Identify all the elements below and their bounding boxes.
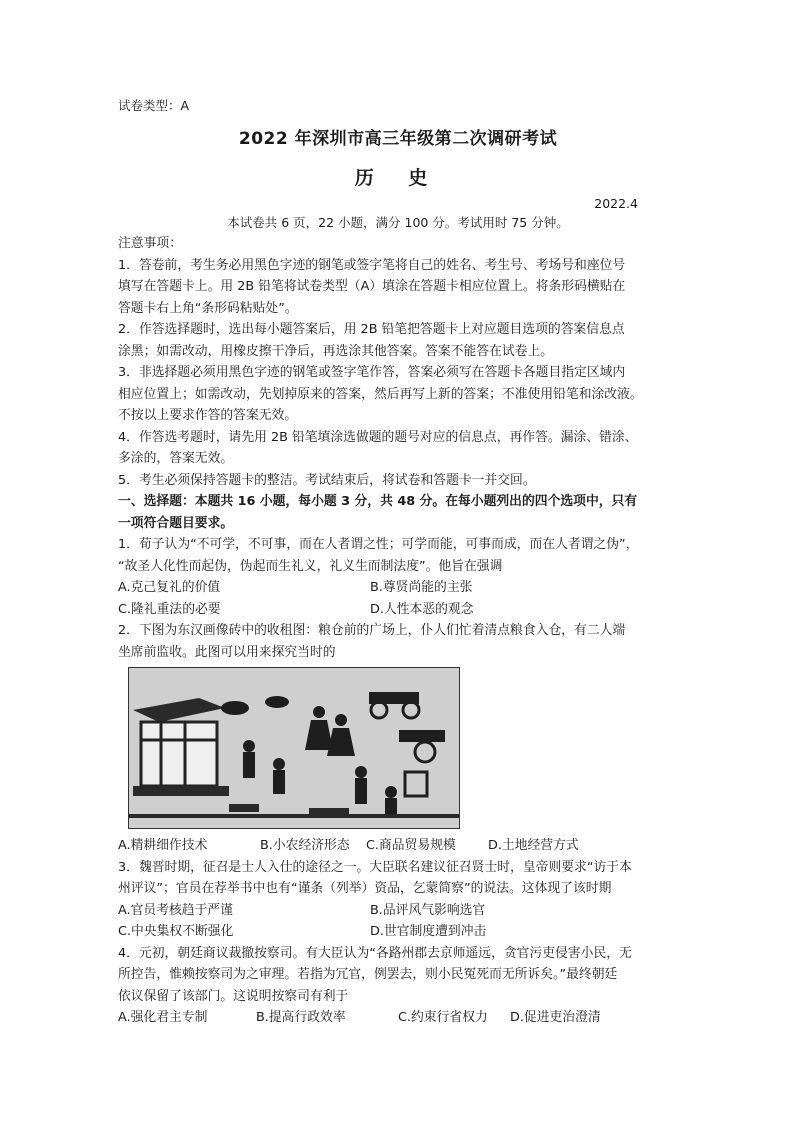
q2-option-c: C.商品贸易规模 — [366, 838, 456, 853]
q2-option-a: A.精耕细作技术 — [118, 838, 208, 853]
exam-title: 2022 年深圳市高三年级第二次调研考试 — [238, 129, 558, 149]
question-1-options-row-2 — [118, 599, 678, 621]
note-line: 多涂的，答案无效。 — [118, 451, 234, 466]
q1-option-b: B.尊贤尚能的主张 — [370, 580, 473, 595]
note-line: 1．答卷前，考生务必用黑色字迹的钢笔或签字笔将自己的姓名、考生号、考场号和座位号 — [118, 257, 626, 273]
question-3-stem: 州评议”；官员在荐举书中也有“谨条（列举）资品，乞蒙简察”的说法。这体现了该时期 — [118, 881, 612, 896]
q1-option-a: A.克己复礼的价值 — [118, 580, 221, 595]
question-4-stem: 所控告，惟赖按察司为之审理。若指为冗官，例罢去，则小民冤死而无所诉矣。”最终朝廷 — [118, 967, 618, 982]
question-4-options — [118, 1007, 678, 1029]
question-3-options-row-2 — [118, 921, 678, 943]
question-3-stem: 3．魏晋时期，征召是士人入仕的途径之一。大臣联名建议征召贤士时，皇帝则要求“访于本 — [118, 859, 632, 875]
q4-option-b: B.提高行政效率 — [256, 1010, 346, 1025]
q3-option-c: C.中央集权不断强化 — [118, 924, 234, 939]
section-heading-cont: 一项符合题目要求。 — [118, 515, 234, 531]
han-brick-rubbing-image — [128, 667, 460, 829]
exam-page — [118, 96, 678, 1029]
question-1-options-row-1 — [118, 577, 678, 599]
q4-option-c: C.约束行省权力 — [398, 1010, 488, 1025]
note-line: 3．非选择题必须用黑色字迹的钢笔或签字笔作答，答案必须写在答题卡各题目指定区域内 — [118, 365, 626, 380]
question-4-stem: 4．元初，朝廷商议裁撤按察司。有大臣认为“各路州郡去京师遥远，贪官污吏侵害小民，无 — [118, 945, 632, 961]
q4-option-d: D.促进吏治澄清 — [510, 1010, 601, 1025]
note-line: 答题卡右上角“条形码粘贴处”。 — [118, 300, 298, 316]
q2-option-b: B.小农经济形态 — [260, 838, 350, 853]
rubbing-illustration — [129, 668, 459, 828]
subject-title: 历 史 — [354, 167, 442, 189]
question-2-options — [118, 835, 678, 857]
question-4-stem: 依议保留了该部门。这说明按察司有利于 — [118, 988, 349, 1004]
q3-option-d: D.世官制度遭到冲击 — [370, 924, 487, 939]
section-heading: 一、选择题：本题共 16 小题，每小题 3 分，共 48 分。在每小题列出的四个选项中，只有 — [118, 494, 638, 509]
question-2-stem: 坐席前监收。此图可以用来探究当时的 — [118, 644, 336, 660]
question-2-stem: 2．下图为东汉画像砖中的收租图：粮仓前的广场上，仆人们忙着清点粮食入仓，有二人端 — [118, 623, 626, 638]
q3-option-a: A.官员考核趋于严谨 — [118, 902, 233, 918]
note-line: 4．作答选考题时，请先用 2B 铅笔填涂选做题的题号对应的信息点，再作答。漏涂、错涂、 — [118, 429, 638, 445]
q1-option-d: D.人性本恶的观念 — [370, 601, 474, 617]
question-3-options-row-1 — [118, 900, 678, 922]
exam-summary: 本试卷共 6 页，22 小题，满分 100 分。考试用时 75 分钟。 — [227, 215, 569, 230]
exam-date: 2022.4 — [594, 196, 638, 211]
note-line: 相应位置上；如需改动，先划掉原来的答案，然后再写上新的答案；不准使用铅笔和涂改液。 — [118, 386, 643, 402]
q2-option-d: D.土地经营方式 — [488, 838, 579, 853]
q1-option-c: C.隆礼重法的必要 — [118, 601, 221, 617]
q4-option-a: A.强化君主专制 — [118, 1010, 208, 1025]
q3-option-b: B.品评风气影响选官 — [370, 902, 486, 918]
note-line: 不按以上要求作答的答案无效。 — [118, 408, 298, 423]
notes-heading: 注意事项： — [118, 236, 182, 251]
note-line: 2．作答选择题时，选出每小题答案后，用 2B 铅笔把答题卡上对应题目选项的答案信息点 — [118, 322, 625, 337]
question-1-stem: “故圣人化性而起伪，伪起而生礼义，礼义生而制法度”。他旨在强调 — [118, 558, 503, 574]
note-line: 填写在答题卡上。用 2B 铅笔将试卷类型（A）填涂在答题卡相应位置上。将条形码横贴在 — [118, 279, 626, 294]
question-1-stem: 1．荀子认为“不可学，不可事，而在人者谓之性；可学而能，可事而成，而在人者谓之伪”， — [118, 537, 639, 552]
paper-type: 试卷类型：A — [118, 98, 190, 113]
note-line: 涂黑；如需改动，用橡皮擦干净后，再选涂其他答案。答案不能答在试卷上。 — [118, 343, 554, 359]
note-line: 5．考生必须保持答题卡的整洁。考试结束后，将试卷和答题卡一并交回。 — [118, 472, 536, 488]
